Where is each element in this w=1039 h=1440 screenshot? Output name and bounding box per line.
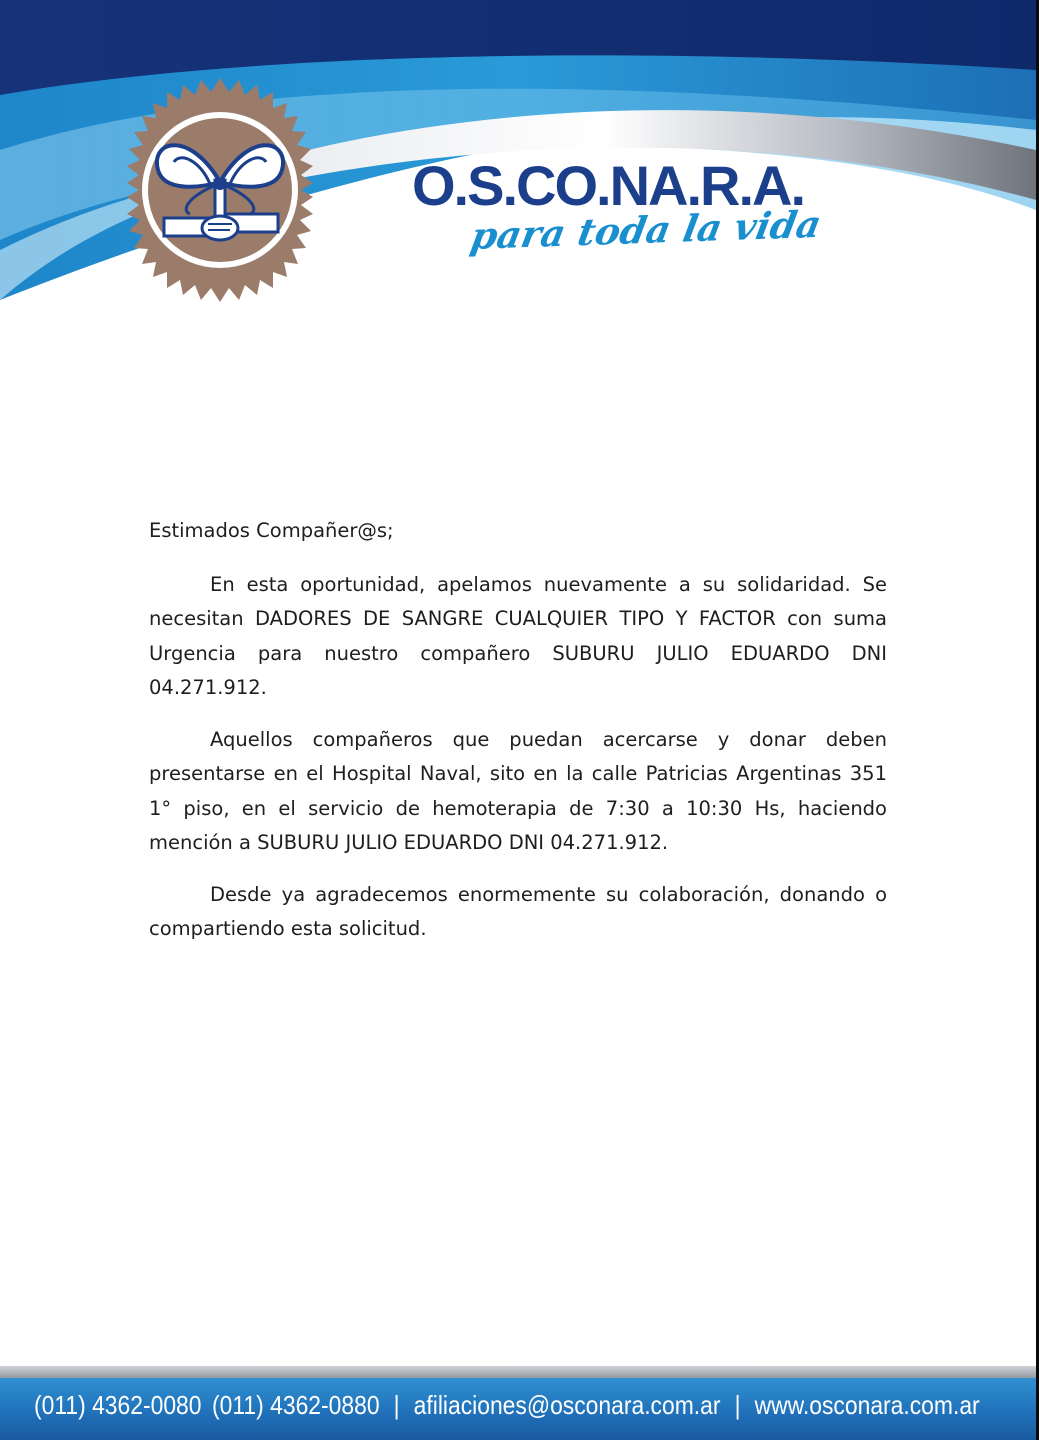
letter-paragraph-1: En esta oportunidad, apelamos nuevamente a su solidaridad. Se necesitan DADORES DE SANGRE CUALQUIER TIPO Y FACTOR con suma Urgencia para nuestro compañero SUBURU JULIO EDUARDO DNI 04.271.912. bbox=[149, 572, 887, 699]
letter-paragraph-2: Aquellos compañeros que puedan acercarse y donar deben presentarse en el Hospital Naval, sito en la calle Patricias Argentinas 351 1° piso, en el servicio de hemoterapia de 7:30 a 10:30 Hs, haciendo mención a SUBURU JULIO EDUARDO DNI 04.271.912. bbox=[149, 727, 887, 854]
letter-paragraph-3: Desde ya agradecemos enormemente su colaboración, donando o compartiendo esta solicitud. bbox=[149, 882, 887, 940]
letter-body bbox=[149, 514, 887, 964]
footer-email: afiliaciones@osconara.com.ar bbox=[413, 1390, 721, 1420]
footer-phone-2: (011) 4362-0880 bbox=[212, 1390, 380, 1420]
footer-website: www.osconara.com.ar bbox=[754, 1390, 980, 1420]
footer-phone-1: (011) 4362-0080 bbox=[34, 1390, 202, 1420]
osconara-seal-icon bbox=[98, 78, 342, 302]
footer-bar bbox=[0, 1366, 1036, 1440]
brand-name: O.S.CO.NA.R.A. bbox=[412, 154, 805, 217]
footer-contact-line bbox=[34, 1390, 980, 1421]
footer-separator: | bbox=[734, 1390, 741, 1420]
brand-tagline: para toda la vida bbox=[467, 201, 825, 258]
letter-greeting: Estimados Compañer@s; bbox=[149, 519, 394, 542]
footer-separator: | bbox=[393, 1390, 400, 1420]
